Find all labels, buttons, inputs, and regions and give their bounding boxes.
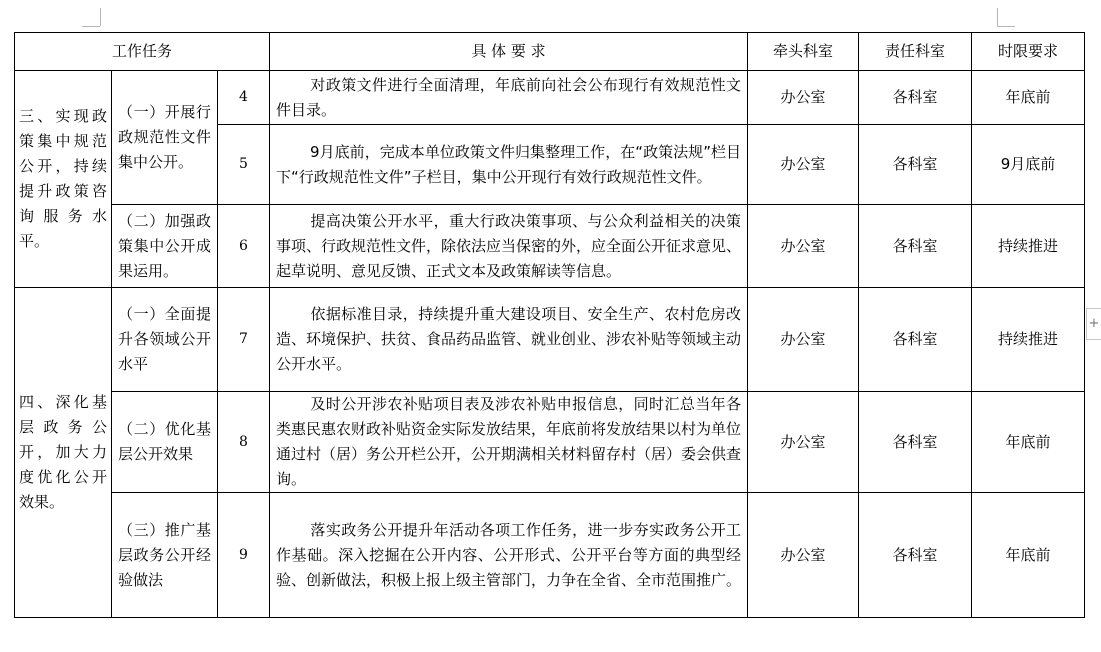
row-number: 4	[218, 71, 270, 125]
table-row	[15, 205, 1085, 288]
requirement-text: 落实政务公开提升年活动各项工作任务，进一步夯实政务公开工作基础。深入挖掘在公开内容、公开形式、公开平台等方面的典型经验、创新做法，积极上报上级主管部门，力争在全省、全市范围推广。	[276, 520, 742, 589]
requirement-cell	[270, 493, 748, 618]
deadline-cell: 持续推进	[972, 288, 1085, 392]
table-row	[15, 71, 1085, 125]
subtask-cell: （一）开展行政规范性文件集中公开。	[112, 71, 218, 205]
table-row	[15, 392, 1085, 493]
lead-dept-cell: 办公室	[748, 71, 859, 125]
resp-dept-cell: 各科室	[859, 288, 972, 392]
subtask-cell: （三）推广基层政务公开经验做法	[112, 493, 218, 618]
subtask-cell: （二）加强政策集中公开成果运用。	[112, 205, 218, 288]
requirement-cell	[270, 288, 748, 392]
header-resp-dept: 责任科室	[859, 33, 972, 71]
lead-dept-cell: 办公室	[748, 493, 859, 618]
lead-dept-cell: 办公室	[748, 392, 859, 493]
page-margin-mark	[997, 26, 1015, 27]
row-number: 6	[218, 205, 270, 288]
lead-dept-cell: 办公室	[748, 125, 859, 205]
row-number: 9	[218, 493, 270, 618]
resp-dept-cell: 各科室	[859, 205, 972, 288]
requirement-text: 提高决策公开水平，重大行政决策事项、与公众利益相关的决策事项、行政规范性文件，除依法应当保密的外，应全面公开征求意见、起草说明、意见反馈、正式文本及政策解读等信息。	[276, 211, 742, 280]
requirement-cell	[270, 71, 748, 125]
requirement-text: 及时公开涉农补贴项目表及涉农补贴申报信息，同时汇总当年各类惠民惠农财政补贴资金实际发放结果，年底前将发放结果以村为单位通过村（居）务公开栏公开，公开期满相关材料留存村（居）委会供查询。	[276, 395, 742, 488]
resp-dept-cell: 各科室	[859, 493, 972, 618]
header-task: 工作任务	[15, 33, 270, 71]
subtask-cell: （二）优化基层公开效果	[112, 392, 218, 493]
deadline-cell: 持续推进	[972, 205, 1085, 288]
table-row	[15, 288, 1085, 392]
lead-dept-cell: 办公室	[748, 205, 859, 288]
resp-dept-cell: 各科室	[859, 392, 972, 493]
requirement-text: 9月底前，完成本单位政策文件归集整理工作，在“政策法规”栏目下“行政规范性文件”子栏目，集中公开现行有效行政规范性文件。	[276, 142, 742, 186]
requirement-text: 依据标准目录，持续提升重大建设项目、安全生产、农村危房改造、环境保护、扶贫、食品药品监管、就业创业、涉农补贴等领域主动公开水平。	[276, 305, 742, 373]
page-margin-mark	[997, 8, 998, 26]
header-row	[15, 33, 1085, 71]
subtask-cell: （一）全面提升各领域公开水平	[112, 288, 218, 392]
page-margin-mark	[100, 8, 101, 26]
header-requirement: 具 体 要 求	[270, 33, 748, 71]
resp-dept-cell: 各科室	[859, 125, 972, 205]
task-table	[14, 32, 1085, 618]
table-row	[15, 493, 1085, 618]
header-lead-dept: 牵头科室	[748, 33, 859, 71]
requirement-cell	[270, 392, 748, 493]
resp-dept-cell: 各科室	[859, 71, 972, 125]
page-margin-mark	[82, 26, 100, 27]
requirement-cell	[270, 125, 748, 205]
deadline-cell: 年底前	[972, 71, 1085, 125]
row-number: 7	[218, 288, 270, 392]
category-cell: 三、实现政策集中规范公开，持续提升政策咨询服务水平。	[15, 71, 112, 288]
row-number: 5	[218, 125, 270, 205]
lead-dept-cell: 办公室	[748, 288, 859, 392]
add-column-handle-icon[interactable]: +	[1086, 308, 1101, 340]
category-cell: 四、深化基层政务公开，加大力度优化公开效果。	[15, 288, 112, 618]
deadline-cell: 年底前	[972, 493, 1085, 618]
deadline-cell: 9月底前	[972, 125, 1085, 205]
requirement-text: 对政策文件进行全面清理，年底前向社会公布现行有效规范性文件目录。	[276, 75, 742, 119]
requirement-cell	[270, 205, 748, 288]
header-deadline: 时限要求	[972, 33, 1085, 71]
row-number: 8	[218, 392, 270, 493]
deadline-cell: 年底前	[972, 392, 1085, 493]
